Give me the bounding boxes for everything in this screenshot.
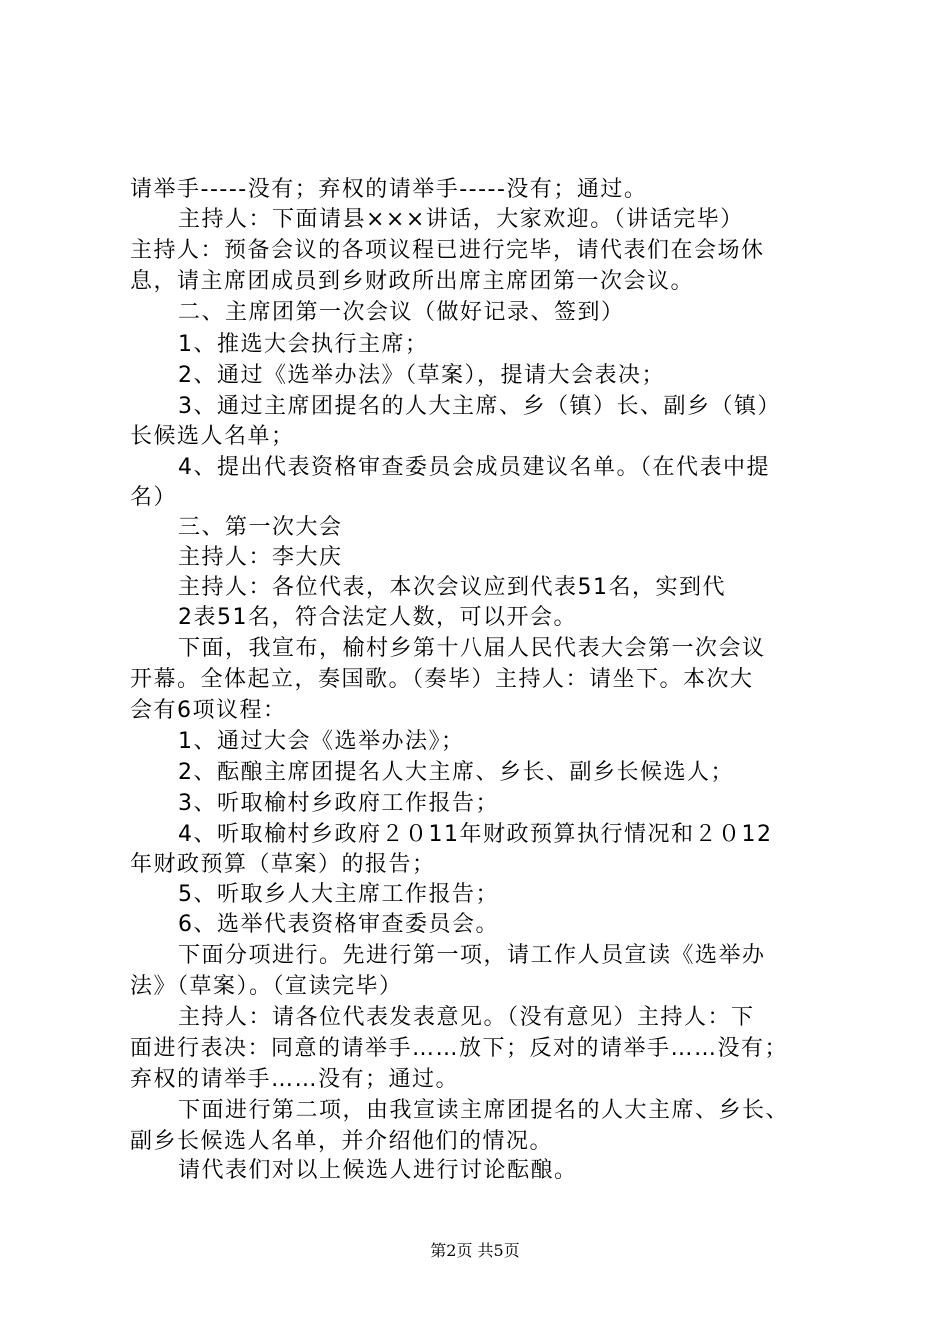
text-line: 主持人：各位代表，本次会议应到代表51名，实到代 <box>178 575 726 600</box>
list-item: 4、提出代表资格审查委员会成员建议名单。（在代表中提 <box>178 455 770 480</box>
text-line: 请举手-----没有；弃权的请举手-----没有；通过。 <box>130 177 648 202</box>
text-line: 面进行表决：同意的请举手……放下；反对的请举手……没有； <box>130 1036 789 1061</box>
text-line: 长候选人名单； <box>130 424 295 449</box>
text-line: 开幕。全体起立，奏国歌。（奏毕）主持人：请坐下。本次大 <box>130 667 754 692</box>
text-line: 下面，我宣布，榆村乡第十八届人民代表大会第一次会议 <box>178 636 766 661</box>
text-line: 名） <box>130 485 178 510</box>
text-line: 下面进行第二项，由我宣读主席团提名的人大主席、乡长、 <box>178 1098 790 1123</box>
list-item: 5、听取乡人大主席工作报告； <box>178 882 499 907</box>
text-line: 法》（草案）。（宣读完毕） <box>130 974 403 999</box>
text-line: 副乡长候选人名单，并介绍他们的情况。 <box>130 1129 554 1154</box>
text-line: 下面分项进行。先进行第一项，请工作人员宣读《选举办 <box>178 943 766 968</box>
text-line: 主持人：请各位代表发表意见。（没有意见）主持人：下 <box>178 1005 755 1030</box>
list-item: 1、通过大会《选举办法》； <box>178 729 465 754</box>
text-line: 年财政预算（草案）的报告； <box>130 852 436 877</box>
list-item: 6、选举代表资格审查委员会。 <box>178 912 499 937</box>
page-footer: 第2页 共5页 <box>430 1241 520 1260</box>
text-line: 主持人：预备会议的各项议程已进行完毕，请代表们在会场休 <box>130 238 765 263</box>
section-heading: 二、主席团第一次会议（做好记录、签到） <box>178 300 625 325</box>
list-item: 1、推选大会执行主席； <box>178 332 429 357</box>
text-line: 弃权的请举手……没有；通过。 <box>130 1067 460 1092</box>
text-line: 息，请主席团成员到乡财政所出席主席团第一次会议。 <box>130 269 695 294</box>
list-item: 2、酝酿主席团提名人大主席、乡长、副乡长候选人； <box>178 760 734 785</box>
text-line: 2表51名，符合法定人数，可以开会。 <box>178 605 577 630</box>
text-line: 主持人：李大庆 <box>178 545 343 570</box>
text-line: 请代表们对以上候选人进行讨论酝酿。 <box>178 1158 578 1183</box>
list-item: 2、通过《选举办法》（草案），提请大会表决； <box>178 363 665 388</box>
text-line: 会有6项议程： <box>130 698 287 723</box>
list-item: 3、通过主席团提名的人大主席、乡（镇）长、副乡（镇） <box>178 394 781 419</box>
section-heading: 三、第一次大会 <box>178 515 343 540</box>
list-item: 3、听取榆村乡政府工作报告； <box>178 791 499 816</box>
list-item: 4、听取榆村乡政府２０11年财政预算执行情况和２０12 <box>178 822 773 847</box>
text-line: 主持人：下面请县×××讲话，大家欢迎。（讲话完毕） <box>178 207 744 232</box>
